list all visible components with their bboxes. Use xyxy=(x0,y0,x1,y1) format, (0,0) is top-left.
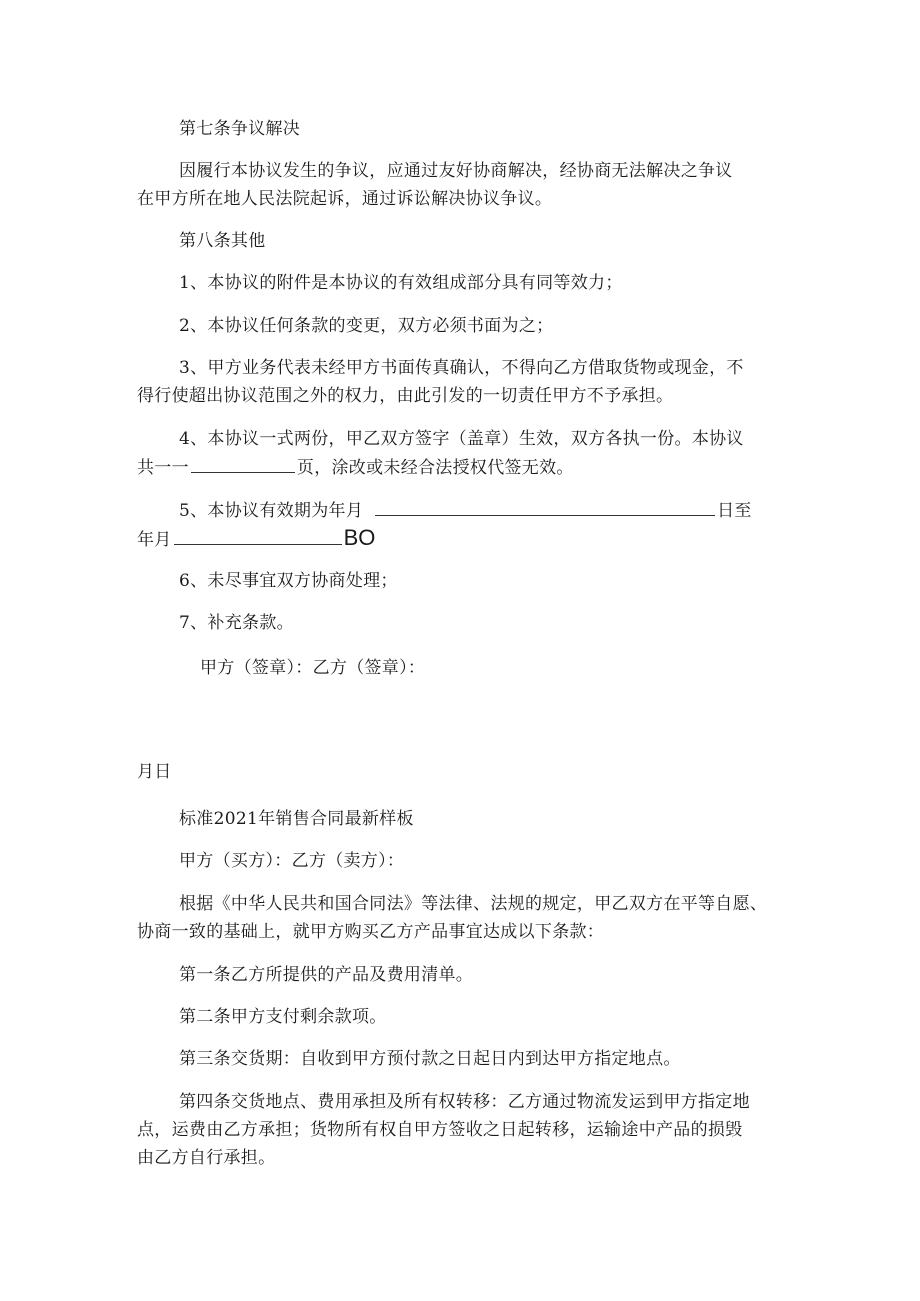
article7-heading: 第七条争议解决 xyxy=(179,119,301,139)
contract-parties: 甲方（买方）：乙方（卖方）： xyxy=(179,851,405,871)
date-line: 月日 xyxy=(137,762,172,782)
page-count-blank xyxy=(191,456,295,473)
item4-prefix: 共一一 xyxy=(137,458,189,478)
start-date-blank xyxy=(375,499,715,516)
contract-article4-line2: 点，运费由乙方承担；货物所有权自甲方签收之日起转移，运输途中产品的损毁 xyxy=(137,1120,743,1140)
article8-item1: 1、本协议的附件是本协议的有效组成部分具有同等效力； xyxy=(179,273,623,293)
item4-suffix: 页，涂改或未经合法授权代签无效。 xyxy=(296,458,574,478)
article8-item4-line2 xyxy=(137,456,574,479)
contract-article3: 第三条交货期：自收到甲方预付款之日起日内到达甲方指定地点。 xyxy=(179,1049,681,1069)
article8-heading: 第八条其他 xyxy=(179,231,266,251)
contract-intro-line2: 协商一致的基础上，就甲方购买乙方产品事宜达成以下条款： xyxy=(137,922,605,942)
article7-paragraph-line1: 因履行本协议发生的争议，应通过友好协商解决，经协商无法解决之争议 xyxy=(179,161,733,181)
signature-line: 甲方（签章）：乙方（签章）： xyxy=(200,658,426,678)
article8-item3-line1: 3、甲方业务代表未经甲方书面传真确认，不得向乙方借取货物或现金，不 xyxy=(179,358,744,378)
contract-article1: 第一条乙方所提供的产品及费用清单。 xyxy=(179,965,474,985)
contract-intro-line1: 根据《中华人民共和国合同法》等法律、法规的规定，甲乙双方在平等自愿、 xyxy=(179,894,768,914)
article7-paragraph-line2: 在甲方所在地人民法院起诉，通过诉讼解决协议争议。 xyxy=(137,189,553,209)
article8-item4-line1: 4、本协议一式两份，甲乙双方签字（盖章）生效，双方各执一份。本协议 xyxy=(179,429,744,449)
item5-line2-suffix: BO xyxy=(343,525,376,550)
item5-prefix: 5、本协议有效期为年月 xyxy=(179,501,364,521)
contract-article2: 第二条甲方支付剩余款项。 xyxy=(179,1007,387,1027)
article8-item3-line2: 得行使超出协议范围之外的权力，由此引发的一切责任甲方不予承担。 xyxy=(137,386,674,406)
article8-item5-line1 xyxy=(179,499,752,522)
item5-suffix: 日至 xyxy=(717,501,752,521)
contract-article4-line1: 第四条交货地点、费用承担及所有权转移：乙方通过物流发运到甲方指定地 xyxy=(179,1092,750,1112)
article8-item6: 6、未尽事宜双方协商处理； xyxy=(179,571,398,591)
contract-title: 标准2021年销售合同最新样板 xyxy=(179,809,414,829)
article8-item5-line2 xyxy=(137,527,375,551)
article8-item2: 2、本协议任何条款的变更，双方必须书面为之； xyxy=(179,316,554,336)
end-date-blank xyxy=(174,528,342,545)
item5-line2-prefix: 年月 xyxy=(137,530,172,550)
article8-item7: 7、补充条款。 xyxy=(179,613,294,633)
contract-article4-line3: 由乙方自行承担。 xyxy=(137,1148,276,1168)
